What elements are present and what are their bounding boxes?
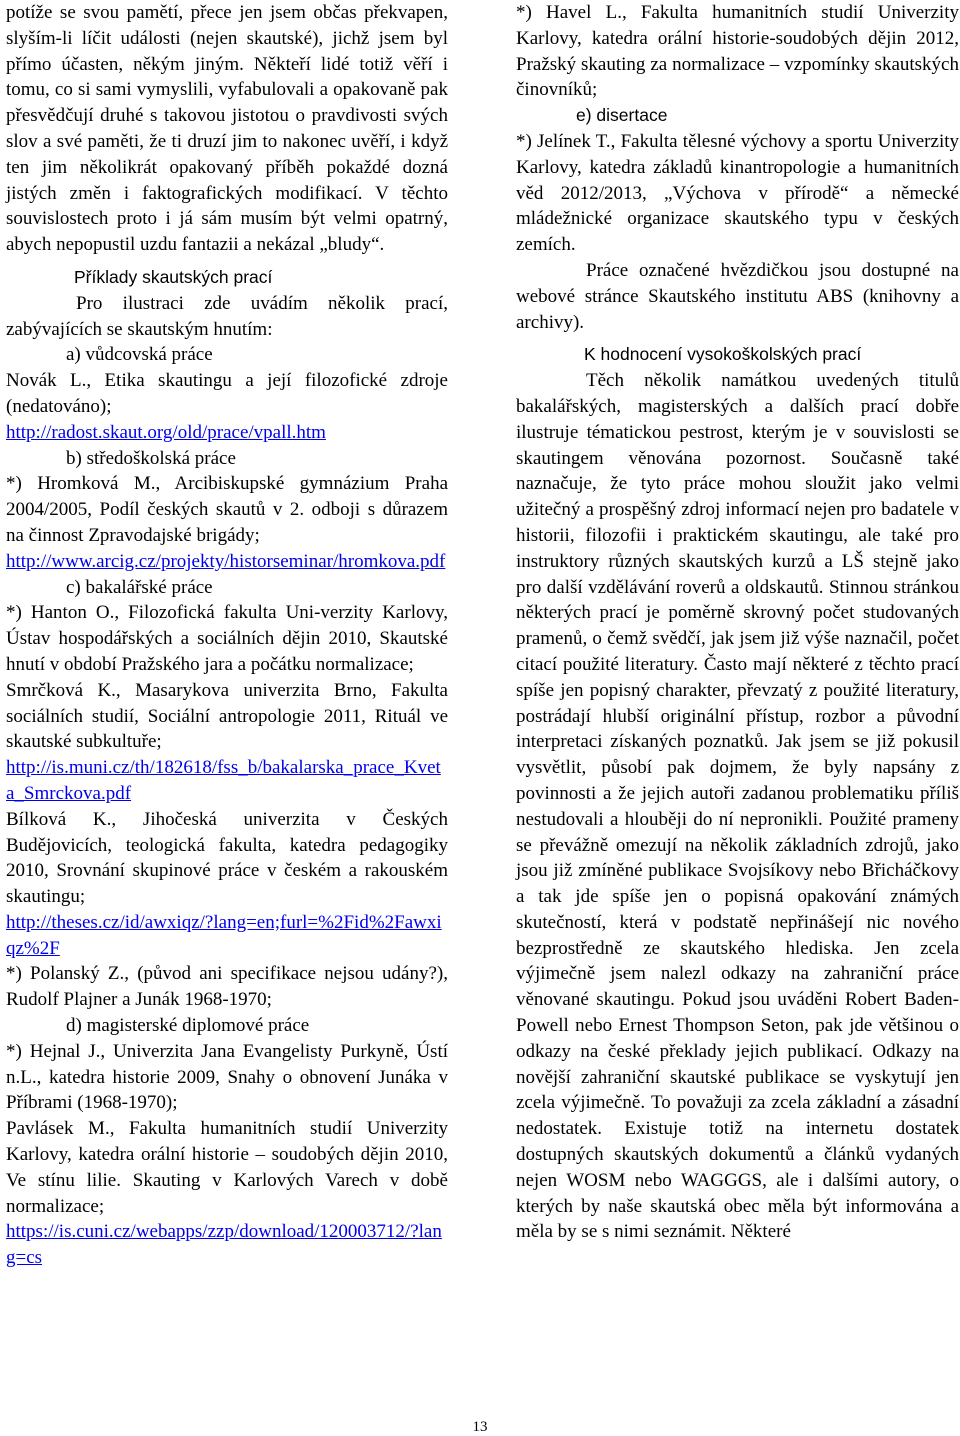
link-bilkova[interactable]: http://theses.cz/id/awxiqz/?lang=en;furl=%2Fid%2Fawxiqz%2F	[6, 911, 442, 959]
category-e: e) disertace	[576, 105, 668, 126]
link-smrckova[interactable]: http://is.muni.cz/th/182618/fss_b/bakalarska_prace_Kveta_Smrckova.pdf	[6, 757, 441, 804]
page-number: 13	[472, 1419, 488, 1435]
category-b: b) středoškolská práce	[66, 447, 236, 469]
entry-hanton: *) Hanton O., Filozofická fakulta Uni-verzity Karlovy, Ústav hospodářských a sociálních dějin 2010, Skautské hnutí v období Pražského jara a počátku normalizace;	[6, 602, 448, 675]
category-d: d) magisterské diplomové práce	[66, 1015, 310, 1037]
entry-pavlasek: Pavlásek M., Fakulta humanitních studií Univerzity Karlovy, katedra orální historie – soudobých dějin 2010, Ve stínu lilie. Skauting v Karlových Varech v době normalizace;	[6, 1118, 448, 1217]
entry-jelinek: *) Jelínek T., Fakulta tělesné výchovy a sportu Univerzity Karlovy, katedra základů kinantropologie a humanitních věd 2012/2013, „Výchova v přírodě“ a německé mládežnické organizace skautského typu v českých zemích.	[516, 130, 959, 256]
entry-polansky: *) Polanský Z., (původ ani specifikace nejsou udány?), Rudolf Plajner a Junák 1968-1970;	[6, 963, 448, 1011]
section-intro: Pro ilustraci zde uvádím několik prací, zabývajících se skautským hnutím:	[6, 292, 448, 340]
section-title-evaluation: K hodnocení vysokoškolských prací	[584, 344, 862, 365]
entry-bilkova: Bílková K., Jihočeská univerzita v Českých Budějovicích, teologická fakulta, katedra pedagogiky 2010, Srovnání skupinové práce v českém a rakouském skautingu;	[6, 808, 448, 908]
right-column	[516, 0, 959, 1245]
entry-hromkova: *) Hromková M., Arcibiskupské gymnázium Praha 2004/2005, Podíl českých skautů v 2. odboji s důrazem na činnost Zpravodajské brigády;	[6, 473, 448, 546]
entry-havel: *) Havel L., Fakulta humanitních studií Univerzity Karlovy, katedra orální historie-soudobých dějin 2012, Pražský skauting za normalizace – vzpomínky skautských činovníků;	[516, 2, 959, 101]
link-pavlasek[interactable]: https://is.cuni.cz/webapps/zzp/download/120003712/?lang=cs	[6, 1221, 442, 1269]
entry-hejnal: *) Hejnal J., Univerzita Jana Evangelisty Purkyně, Ústí n.L., katedra historie 2009, Snahy o obnovení Junáka v Příbrami (1968-1970);	[6, 1040, 448, 1114]
entry-novak: Novák L., Etika skautingu a její filozofické zdroje (nedatováno);	[6, 370, 448, 417]
intro-paragraph: potíže se svou pamětí, přece jen jsem občas překvapen, slyším-li líčit události (nejen skautské), jichž jsem byl přímo účasten, někým jiným. Někteří lidé totiž věří i tomu, co si sami vymyslili, vyfabulovali a opakovaně pak přesvědčují druhé s takovou jistotou o pravdivosti svých slov a své paměti, že ti druzí jim to nakonec uvěří, i když ten jim několikrát opakovaný příběh pokaždé dozná jistých změn i faktografických modifikací. V těchto souvislostech proto i já sám musím být velmi opatrný, abych nepopustil uzdu fantazii a nekázal „bludy“.	[6, 2, 448, 256]
entry-smrckova: Smrčková K., Masarykova univerzita Brno, Fakulta sociálních studií, Sociální antropologie 2011, Rituál ve skautské subkultuře;	[6, 679, 448, 753]
category-c: c) bakalářské práce	[66, 576, 213, 598]
asterisk-note: Práce označené hvězdičkou jsou dostupné na webové stránce Skautského institutu ABS (knihovny a archivy).	[516, 259, 959, 333]
section-title-examples: Příklady skautských prací	[74, 266, 273, 287]
left-column	[6, 0, 448, 1271]
link-hromkova[interactable]: http://www.arcig.cz/projekty/historseminar/hromkova.pdf	[6, 550, 446, 572]
evaluation-body: Těch několik namátkou uvedených titulů bakalářských, magisterských a dalších prací dobře ilustruje tématickou pestrost, kterým je v souvislosti se skautingem věnována pozornost. Současně také naznačuje, že tyto práce mohou sloužit jako velmi užitečný a prospěšný zdroj informací nejen pro badatele v historii, filozofii i praktickém skautingu, ale také pro instruktory různých skautských kurzů a LŠ stejně jako pro další vzdělávání roverů a oldskautů. Stinnou stránkou některých prací je poměrně skrovný počet studovaných pramenů, o čemž svědčí, jak jsem již výše naznačil, počet citací použité literatury. Často mají některé z těchto prací spíše jen popisný charakter, převzatý z použité literatury, postrádají hlubší originální přístup, rozbor a původní interpretaci získaných poznatků. Jak jsem se již pokusil vysvětlit, působí pak dojmem, že byly napsány z povinnosti a že jejich autoři zadanou problematiku příliš nestudovali a hlouběji do ní nepronikli. Použité prameny se převážně omezují na několik základních zdrojů, jako jsou již zmíněné publikace Svojsíkovy nebo Břicháčkovy a tak jde spíše jen o popisná opakování známých skutečností, která v podstatě nepřinášejí nic nového bezprostředně ze skautského hlediska. Jen zcela výjimečně jsem nalezl odkazy na zahraniční práce věnované skautingu. Pokud jsou uváděni Robert Baden-Powell nebo Ernest Thompson Seton, pak jde většinou o odkazy na české překlady jejich publikací. Odkazy na novější zahraniční skautské publikace se vyskytují jen zcela výjimečně. To považuji za zcela základní a zásadní nedostatek. Existuje totiž na internetu dostatek dostupných skautských dokumentů a článků vydaných nejen WOSM nebo WAGGGS, ale i dalšími autory, o kterých by naše skautská obec měla být informována a měla by se s nimi seznámit. Některé	[516, 370, 959, 1243]
category-a: a) vůdcovská práce	[66, 344, 213, 366]
link-novak[interactable]: http://radost.skaut.org/old/prace/vpall.htm	[6, 421, 326, 443]
